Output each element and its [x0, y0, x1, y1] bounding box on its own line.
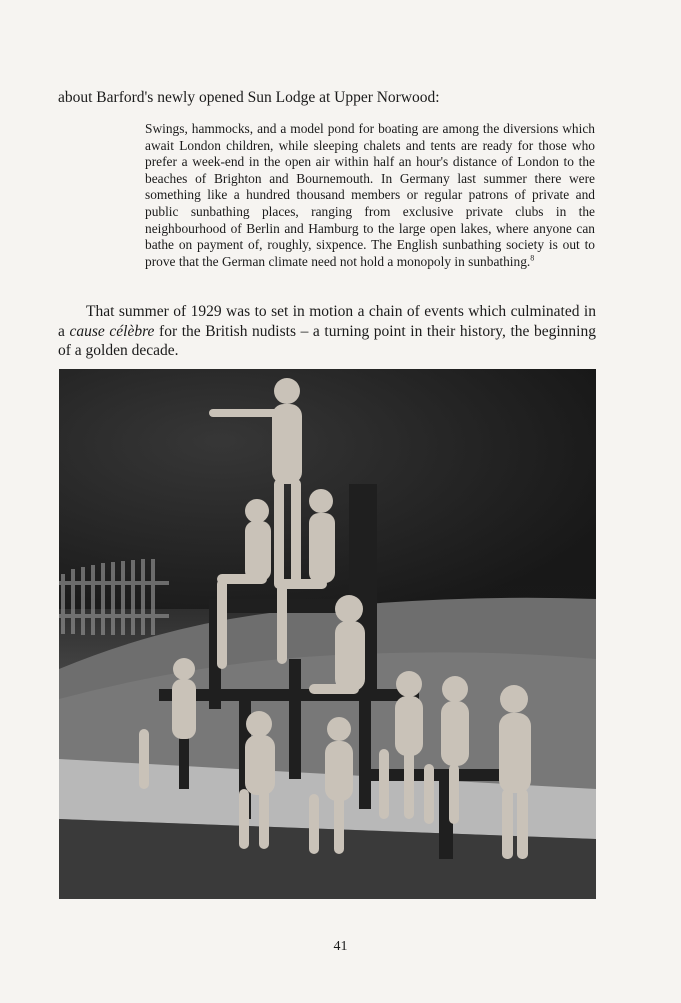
block-quote — [145, 121, 595, 270]
paragraph-before: That summer of 1929 was to set in motion a chain of events which culminated in a — [58, 303, 596, 340]
page-number: 41 — [333, 939, 348, 954]
lead-line: about Barford's newly opened Sun Lodge at Upper Norwood: — [58, 89, 440, 106]
paragraph-after: for the British nudists – a turning point in their history, the beginning of a golden decade. — [58, 322, 596, 359]
footnote-marker: 8 — [530, 253, 535, 263]
photograph — [59, 369, 596, 899]
quote-text: Swings, hammocks, and a model pond for boating are among the diversions which await London children, while sleeping chalets and tents are ready for those who prefer a week-end in the open air within half an hour's distance of London to the beaches of Brighton and Bournemouth. In Germany last summer there were something like a hundred thousand members or regular patrons of private and public sunbathing places, ranging from exclusive private clubs in the neighbourhood of Berlin and Hamburg to the large open lakes, where anyone can bathe on payment of, roughly, sixpence. The English sunbathing society is out to prove that the German climate need not hold a monopoly in sunbathing. — [145, 121, 595, 269]
paragraph-italic: cause célèbre — [69, 322, 155, 340]
body-paragraph — [58, 302, 596, 361]
photo-illustration — [59, 369, 596, 899]
